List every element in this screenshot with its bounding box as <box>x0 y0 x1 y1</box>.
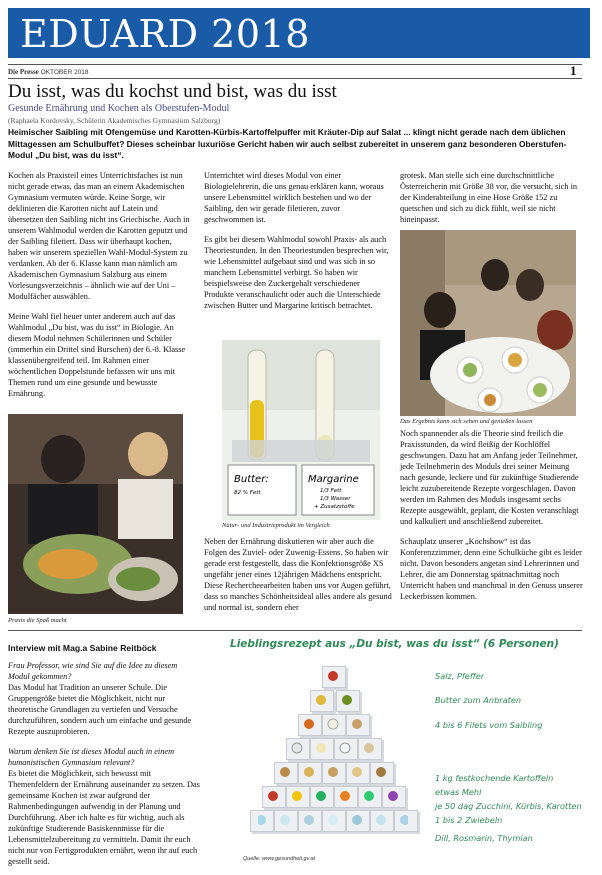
paragraph: Schauplatz unserer „Kochshow“ ist das Konferenzzimmer, denn eine Schulküche gibt es leider nicht. Davon besonders angetan sind Lehrerinnen und Lehrer, die am Donnerstag spätnachmittag noch Unterricht haben und manchmal in den Genuss unserer Leckerbissen kommen. <box>400 537 583 601</box>
caption-photo1: Praxis die Spaß macht <box>8 617 67 624</box>
tube-label-margarine-additives: + Zusatzstoffe <box>314 504 355 510</box>
interview-body <box>8 660 200 867</box>
tube-label-butter-fat: 82 % Fett <box>234 490 261 496</box>
page-number: 1 <box>570 63 577 78</box>
interview-answer: Das Modul hat Tradition an unserer Schule. Die Gruppengröße bietet die Möglichkeit, nicht nur theoretische Grundlagen zu vertiefen und Versuche durchzuführen, sondern auch um einfache und gesunde Rezepte auszuprobieren. <box>8 683 192 736</box>
recipe-source: Quelle: www.gesundheit.gv.at <box>243 856 316 862</box>
column-1 <box>8 170 190 408</box>
interview-question: Frau Professor, wie sind Sie auf die Idee zu diesem Modul gekommen? <box>8 661 178 681</box>
recipe-title: Lieblingsrezept aus „Du bist, was du isst“ (6 Personen) <box>230 638 559 650</box>
article-headline: Du isst, was du kochst und bist, was du isst <box>8 81 337 102</box>
tube-label-margarine-water: 1/3 Wasser <box>320 496 351 502</box>
article-byline: (Raphaela Kordovsky, Schülerin Akademisches Gymnasium Salzburg) <box>8 116 221 125</box>
interview-title: Interview mit Mag.a Sabine Reitböck <box>8 643 157 653</box>
header-rule <box>8 64 582 65</box>
paragraph: Meine Wahl fiel heuer unter anderem auch auf das Wahlmodul „Du bist, was du isst“ in Biologie. An diesem Modul nehmen Schülerinnen und Schüler (immerhin ein Drittel sind Burschen) der 6.-8. Klasse klassenübergreifend teil. Im Rahmen einer wöchentlichen Doppelstunde befassen wir uns mit Themen rund um eine gesunde und bewusste Ernährung. <box>8 312 186 398</box>
caption-photo2: Natur- und Industrieprodukt im Vergleich <box>222 522 330 529</box>
ingredient-item: Salz, Pfeffer <box>435 671 485 681</box>
paragraph: Es gibt bei diesem Wahlmodul sowohl Praxis- als auch Theoriestunden. In den Theoriestunden besprechen wir, wie Lebensmittel aufgebaut sind und was sich in so manchem Lebensmittel verbirgt. So haben wir beispielsweise den Zuckergehalt verschiedener Produkte veranschaulicht oder auch die Unterschiede zwischen Butter und Margarine kritisch betrachtet. <box>204 235 389 310</box>
caption-photo3: Das Ergebnis kann sich sehen und genießen lassen <box>400 418 533 425</box>
interview-question: Warum denken Sie ist dieses Modul auch in einem humanistischen Gymnasium relevant? <box>8 747 175 767</box>
ingredient-item: 1 bis 2 Zwiebeln <box>435 815 503 825</box>
column-3a <box>400 170 586 234</box>
tube-label-margarine: Margarine <box>308 474 359 485</box>
ingredient-item: etwas Mehl <box>435 787 482 797</box>
photo-tubes <box>222 340 380 520</box>
column-2b <box>204 536 392 622</box>
ingredient-item: Dill, Rosmarin, Thymian <box>435 833 533 843</box>
column-2 <box>204 170 390 320</box>
tube-label-margarine-fat: 1/3 Fett <box>320 488 342 494</box>
paragraph: grotesk. Man stelle sich eine durchschnittliche Österreicherin mit Größe 38 vor, die versucht, sich in der Kinderabteilung in eine Hose Größe 152 zu quetschen und sich zu dick fühlt, weil sie nicht hineinpasst. <box>400 171 578 224</box>
photo-dinner <box>400 230 576 416</box>
paragraph: Kochen als Praxisteil eines Unterrichtsfaches ist nun nicht gerade etwas, das man an einem Akademischen Gymnasium vermuten würde. Keine Sorge, wir deklinieren die Karotten nicht auf Latein und übersetzen den Saibling nicht ins Griechische. Auch in unserem Wahlmodul werden die Karotten geputzt und der Saibling filetiert. Dass wir überhaupt kochen, haben wir unserem speziellen Wahl-Modul-System zu verdanken. Ab der 6. Klasse kann man nämlich am Akademischen Gymnasium Salzburg aus einem Vorlesungsverzeichnis – ähnlich wie auf der Uni – Modulfächer auswählen. <box>8 171 190 301</box>
interview-answer: Es bietet die Möglichkeit, sich bewusst mit Themenfeldern der Ernährung auseinander zu setzen. Das gemeinsame Kochen ist zwar aufgrund der Rahmenbedingungen aufwendig in der Planung und Durchführung. Aber ich halte es für wichtig, auch als zukünftige Studierende Basiskenntnisse für die Lebensmittelzubereitung zu vermitteln. Damit ihr euch nicht nur von Fertigprodukten ernährt, wenn ihr auf euch gestellt seid. <box>8 769 200 866</box>
photo-cooking <box>8 414 183 614</box>
section-rule <box>8 630 582 631</box>
ingredient-item: 1 kg festkochende Kartoffeln <box>435 773 554 783</box>
food-pyramid-graphic <box>258 660 408 850</box>
meta-rule <box>8 78 582 79</box>
article-subhead: Gesunde Ernährung und Kochen als Oberstufen-Modul <box>8 103 230 114</box>
ingredient-item: 4 bis 6 Filets vom Saibling <box>435 720 543 730</box>
column-3b <box>400 428 586 611</box>
issue-date: OKTOBER 2018 <box>40 69 89 76</box>
article-lead: Heimischer Saibling mit Ofengemüse und Karotten-Kürbis-Kartoffelpuffer mit Kräuter-Dip auf Salat ... klingt nicht gerade nach dem üblichen Mittagessen am Schulbuffet? Dieses scheinbar luxuriöse Gericht haben wir auch selbst zubereitet in unserem ganz besonderen Oberstufen-Modul „Du bist, was du isst“. <box>8 127 567 160</box>
masthead-title: EDUARD 2018 <box>20 12 310 56</box>
ingredient-item: je 50 dag Zucchini, Kürbis, Karotten <box>435 801 582 811</box>
tube-label-butter: Butter: <box>234 474 269 485</box>
ingredient-item: Butter zum Anbraten <box>435 695 522 705</box>
paragraph: Noch spannender als die Theorie sind freilich die Praxisstunden, da wird fleißig der Kochlöffel geschwungen. Dazu hat am Anfang jeder Teilnehmer, jede Teilnehmerin des Moduls drei seiner Meinung nach gesunde, leckere und für zukünftige Studierende leicht zuzubereitende Rezepte vorgeschlagen. Davon werden im Rahmen des Moduls insgesamt sechs Rezepte ausgewählt, geplant, die Kosten veranschlagt und kalkuliert und anschließend zubereitet. <box>400 429 579 526</box>
paragraph: Unterrichtet wird dieses Modul von einer Biologielehrerin, die uns genau erklären kann, woraus unsere Lebensmittel wirklich bestehen und wo der Saibling, den wir gerade filetieren, zuvor geschwommen ist. <box>204 171 384 224</box>
issue-meta <box>8 68 89 76</box>
paper-name: Die Presse <box>8 68 39 76</box>
paragraph: Neben der Ernährung diskutieren wir aber auch die Folgen des Zuviel- oder Zuwenig-Essens. So haben wir gerade erst festgestellt, dass die Konfektionsgröße XS ungefähr jener eines 12jährigen Mädchens entspricht. Diese Rechercheearbeiten haben uns vor Augen geführt, dass so manches Schönheitsideal alles andere als gesund und normal ist, sondern eher <box>204 537 392 612</box>
